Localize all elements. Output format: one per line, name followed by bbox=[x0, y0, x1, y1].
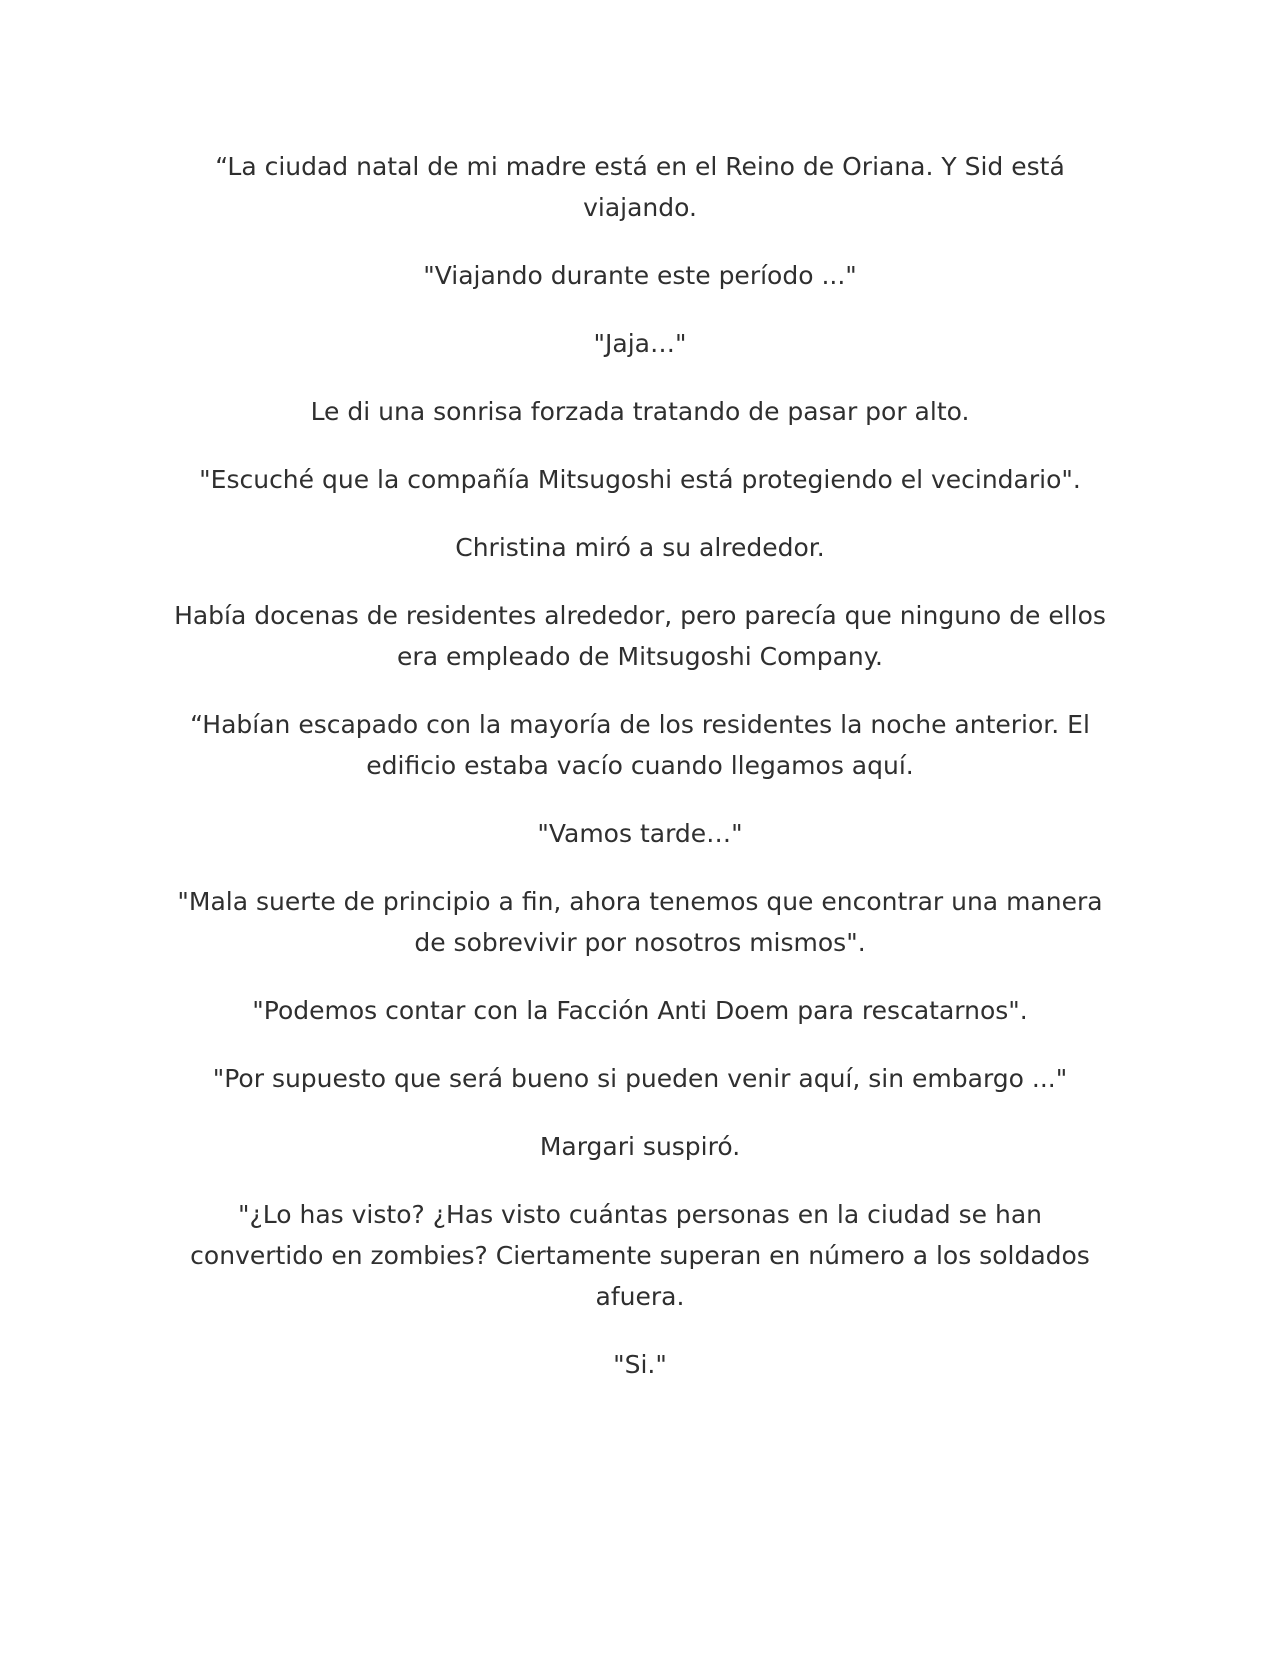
paragraph: "Escuché que la compañía Mitsugoshi está protegiendo el vecindario". bbox=[199, 465, 1081, 494]
paragraph: "Jaja…" bbox=[593, 329, 687, 358]
paragraph: "Mala suerte de principio a fin, ahora tenemos que encontrar una manera de sobrevivir por nosotros mismos". bbox=[177, 887, 1103, 957]
paragraph: "Podemos contar con la Facción Anti Doem para rescatarnos". bbox=[252, 996, 1028, 1025]
paragraph: Margari suspiró. bbox=[539, 1132, 741, 1161]
paragraph: Le di una sonrisa forzada tratando de pasar por alto. bbox=[310, 397, 970, 426]
paragraph: "Si." bbox=[613, 1350, 667, 1379]
paragraph: “La ciudad natal de mi madre está en el Reino de Oriana. Y Sid está viajando. bbox=[215, 152, 1065, 222]
document-page bbox=[170, 146, 1110, 1412]
paragraph: Había docenas de residentes alrededor, pero parecía que ninguno de ellos era empleado de Mitsugoshi Company. bbox=[174, 601, 1106, 671]
paragraph: Christina miró a su alrededor. bbox=[455, 533, 825, 562]
paragraph: "¿Lo has visto? ¿Has visto cuántas personas en la ciudad se han convertido en zombies? Ciertamente superan en número a los soldados afuera. bbox=[190, 1200, 1090, 1311]
paragraph: “Habían escapado con la mayoría de los residentes la noche anterior. El edificio estaba vacío cuando llegamos aquí. bbox=[190, 710, 1090, 780]
paragraph: "Vamos tarde…" bbox=[537, 819, 743, 848]
paragraph: "Por supuesto que será bueno si pueden venir aquí, sin embargo ..." bbox=[212, 1064, 1068, 1093]
paragraph: "Viajando durante este período ..." bbox=[423, 261, 857, 290]
